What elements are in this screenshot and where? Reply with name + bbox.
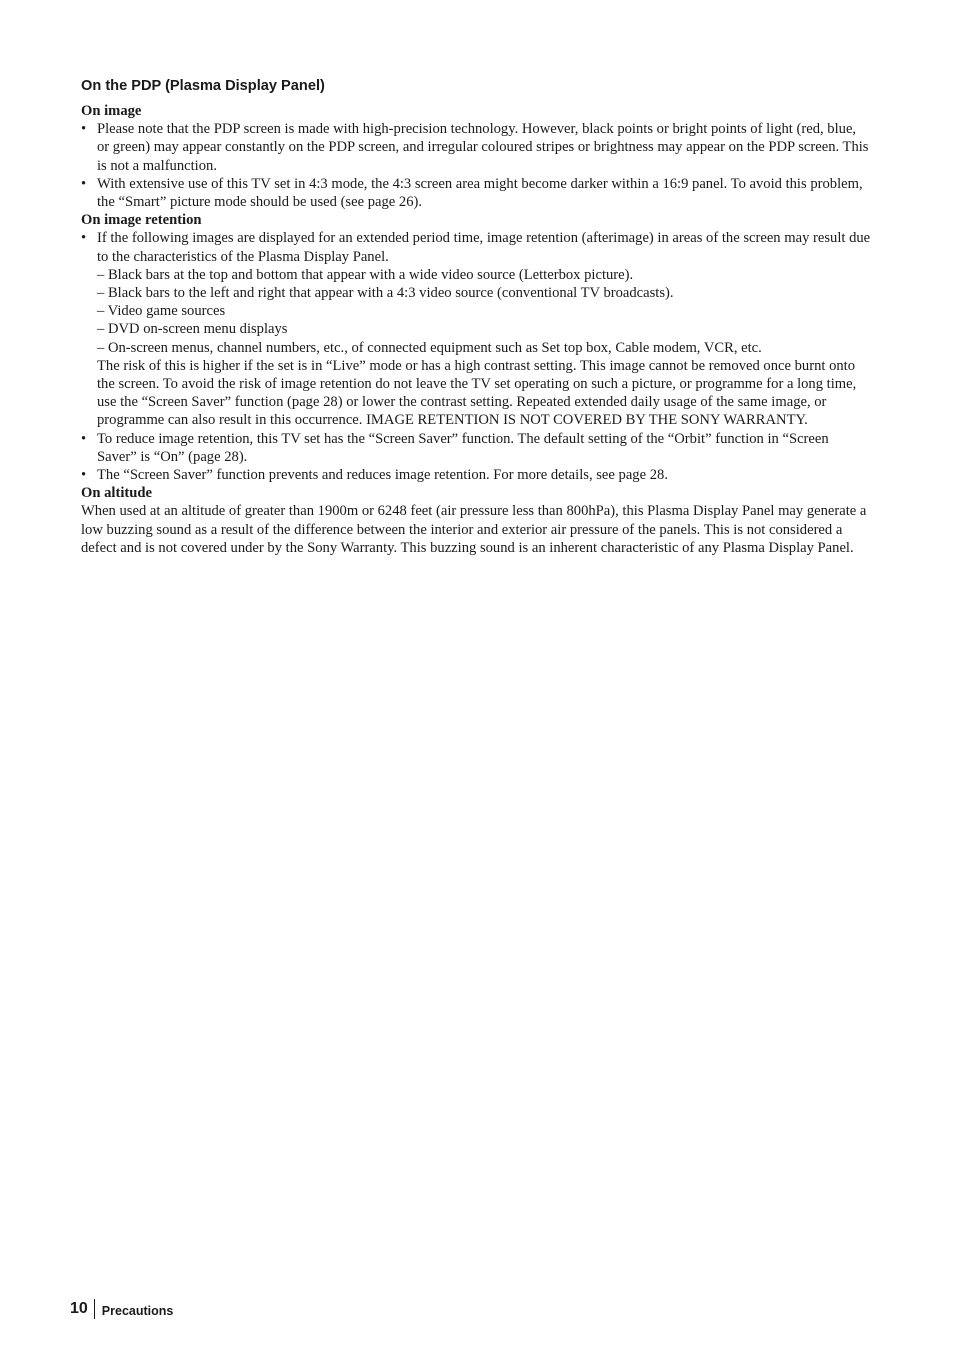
on-image-retention-heading: On image retention	[81, 212, 202, 229]
on-altitude-text: When used at an altitude of greater than 1900m or 6248 feet (air pressure less than 800hPa), this Plasma Display Panel may generate a low buzzing sound as a result of the difference between the interior and exterior air pressure of the panels. This is not considered a defect and is not covered under by the Sony Warranty. This buzzing sound is an inherent characteristic of any Plasma Display Panel.	[81, 503, 867, 556]
on-image-section	[81, 102, 871, 211]
footer-section-label: Precautions	[101, 1304, 174, 1318]
on-image-bullet-1: • Please note that the PDP screen is made with high-precision technology. However, black points or bright points of light (red, blue, or green) may appear constantly on the PDP screen, and irregular coloured stripes or brightness may appear on the PDP screen. This is not a malfunction.	[81, 120, 871, 175]
page-number: 10	[70, 1300, 88, 1317]
dash-item-video-game: – Video game sources	[97, 303, 226, 320]
dash-item-4x3-bars: – Black bars to the left and right that appear with a 4:3 video source (conventional TV broadcasts).	[97, 285, 674, 302]
dash-item-letterbox: – Black bars at the top and bottom that appear with a wide video source (Letterbox picture).	[97, 266, 634, 283]
on-altitude-section	[81, 484, 871, 557]
on-altitude-heading: On altitude	[81, 485, 152, 502]
image-retention-bullet-2: • To reduce image retention, this TV set has the “Screen Saver” function. The default setting of the “Orbit” function in “Screen Saver” is “On” (page 28).	[81, 430, 871, 466]
image-retention-dash-list	[97, 266, 871, 357]
on-image-heading: On image	[81, 103, 142, 119]
image-retention-risk-paragraph: The risk of this is higher if the set is in “Live” mode or has a high contrast setting. This image cannot be removed once burnt onto the screen. To avoid the risk of image retention do not leave the TV set operating on such a picture, or programme for a long time, use the “Screen Saver” function (page 28) or lower the contrast setting. Repeated extended daily usage of the same image, or programme can also result in this occurrence. IMAGE RETENTION IS NOT COVERED BY THE SONY WARRANTY.	[97, 357, 857, 429]
image-retention-bullet-1	[81, 229, 871, 429]
image-retention-bullet-list	[81, 229, 871, 484]
on-image-bullet-list	[81, 120, 871, 211]
section-title: On the PDP (Plasma Display Panel)	[81, 78, 325, 94]
dash-item-onscreen-menus: – On-screen menus, channel numbers, etc., of connected equipment such as Set top box, Cable modem, VCR, etc.	[97, 339, 762, 356]
image-retention-intro: If the following images are displayed for an extended period time, image retention (afterimage) in areas of the screen may result due to the characteristics of the Plasma Display Panel.	[97, 230, 871, 265]
footer-divider	[94, 1299, 95, 1319]
page-footer	[70, 1298, 173, 1320]
page-content	[81, 76, 871, 557]
on-image-bullet-2: • With extensive use of this TV set in 4:3 mode, the 4:3 screen area might become darker within a 16:9 panel. To avoid this problem, the “Smart” picture mode should be used (see page 26).	[81, 175, 871, 211]
dash-item-dvd-menu: – DVD on-screen menu displays	[97, 321, 288, 338]
on-image-retention-section	[81, 211, 871, 484]
image-retention-bullet-3: • The “Screen Saver” function prevents and reduces image retention. For more details, see page 28.	[81, 466, 871, 484]
